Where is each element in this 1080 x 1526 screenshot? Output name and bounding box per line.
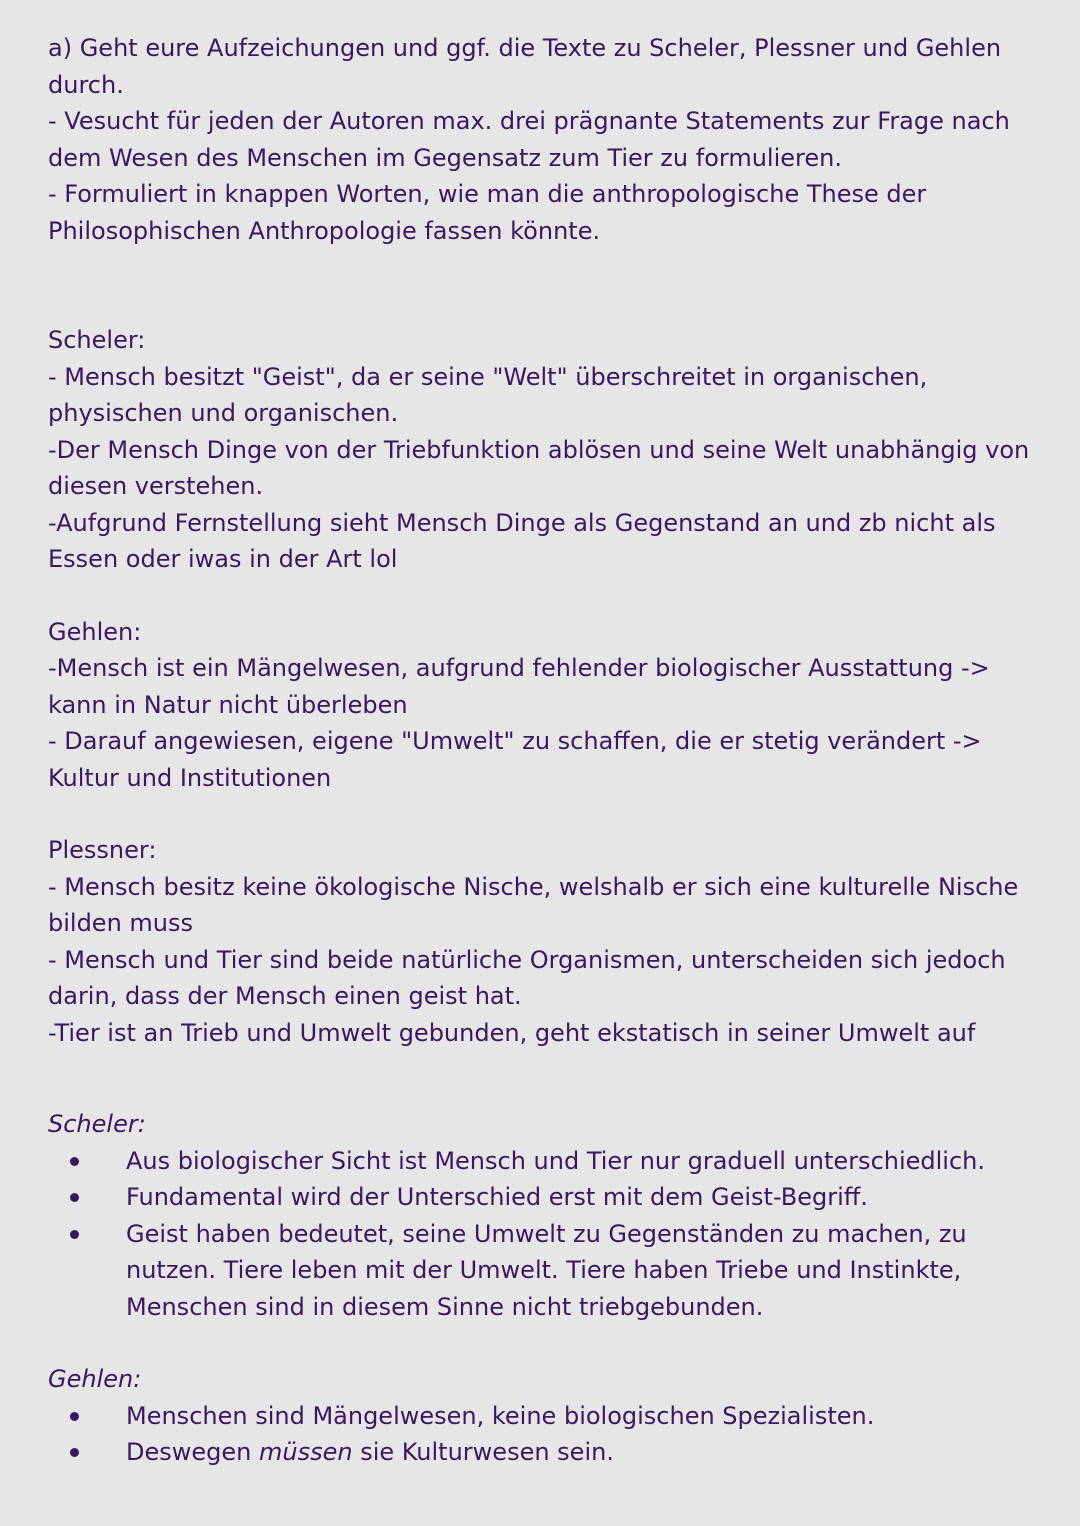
list-item <box>48 1143 1038 1180</box>
bullet-icon <box>70 1230 79 1239</box>
bullet-list <box>48 1143 1038 1326</box>
bullet-icon <box>70 1193 79 1202</box>
section-heading: Gehlen: <box>48 617 142 646</box>
note-line: -Tier ist an Trieb und Umwelt gebunden, geht ekstatisch in seiner Umwelt auf <box>48 1018 976 1047</box>
notes-gehlen <box>48 614 1038 797</box>
note-line: - Mensch besitzt "Geist", da er seine "Welt" überschreitet in organischen, physischen und organischen. <box>48 362 928 427</box>
note-line: - Mensch und Tier sind beide natürliche Organismen, unterscheiden sich jedoch darin, dass der Mensch einen geist hat. <box>48 945 1006 1010</box>
bullet-icon <box>70 1157 79 1166</box>
list-item-text: Aus biologischer Sicht ist Mensch und Tier nur graduell unterschiedlich. <box>126 1146 986 1175</box>
bullet-icon <box>70 1412 79 1421</box>
bullet-list <box>48 1398 1038 1471</box>
section-heading: Gehlen: <box>48 1365 142 1393</box>
section-heading: Plessner: <box>48 836 157 864</box>
list-item-text: Menschen sind Mängelwesen, keine biologischen Spezialisten. <box>126 1401 875 1430</box>
task-point-1: - Vesucht für jeden der Autoren max. drei prägnante Statements zur Frage nach dem Wesen des Menschen im Gegensatz zum Tier zu formulieren. <box>48 107 1010 172</box>
note-line: -Der Mensch Dinge von der Triebfunktion ablösen und seine Welt unabhängig von diesen verstehen. <box>48 435 1030 500</box>
summary-scheler <box>48 1106 1038 1325</box>
list-item-text-end: sie Kulturwesen sein. <box>352 1438 614 1466</box>
list-item-text-start: Deswegen <box>126 1438 259 1466</box>
notes-plessner <box>48 832 1038 1051</box>
summary-gehlen <box>48 1361 1038 1471</box>
notes-scheler <box>48 322 1038 578</box>
list-item <box>48 1216 1038 1326</box>
note-line: -Mensch ist ein Mängelwesen, aufgrund fehlender biologischer Ausstattung -> kann in Natur nicht überleben <box>48 654 990 719</box>
list-item <box>48 1434 1038 1471</box>
list-item <box>48 1179 1038 1216</box>
note-line: - Darauf angewiesen, eigene "Umwelt" zu schaffen, die er stetig verändert -> Kultur und Institutionen <box>48 727 982 792</box>
task-intro: a) Geht eure Aufzeichungen und ggf. die Texte zu Scheler, Plessner und Gehlen durch. <box>48 34 1002 99</box>
list-item-text: Fundamental wird der Unterschied erst mit dem Geist-Begriff. <box>126 1183 868 1211</box>
section-heading: Scheler: <box>48 1110 146 1138</box>
bullet-icon <box>70 1448 79 1457</box>
task-point-2: - Formuliert in knappen Worten, wie man die anthropologische These der Philosophischen Anthropologie fassen könnte. <box>48 180 927 245</box>
list-item-text: Geist haben bedeutet, seine Umwelt zu Gegenständen zu machen, zu nutzen. Tiere leben mit der Umwelt. Tiere haben Triebe und Instinkte, Menschen sind in diesem Sinne nicht triebgebunden. <box>126 1219 967 1321</box>
section-heading: Scheler: <box>48 326 146 354</box>
note-line: - Mensch besitz keine ökologische Nische, welshalb er sich eine kulturelle Nische bilden muss <box>48 872 1019 937</box>
list-item <box>48 1398 1038 1435</box>
document-page <box>48 30 1038 1471</box>
emphasis-text: müssen <box>258 1438 353 1466</box>
note-line: -Aufgrund Fernstellung sieht Mensch Dinge als Gegenstand an und zb nicht als Essen oder iwas in der Art lol <box>48 508 996 573</box>
